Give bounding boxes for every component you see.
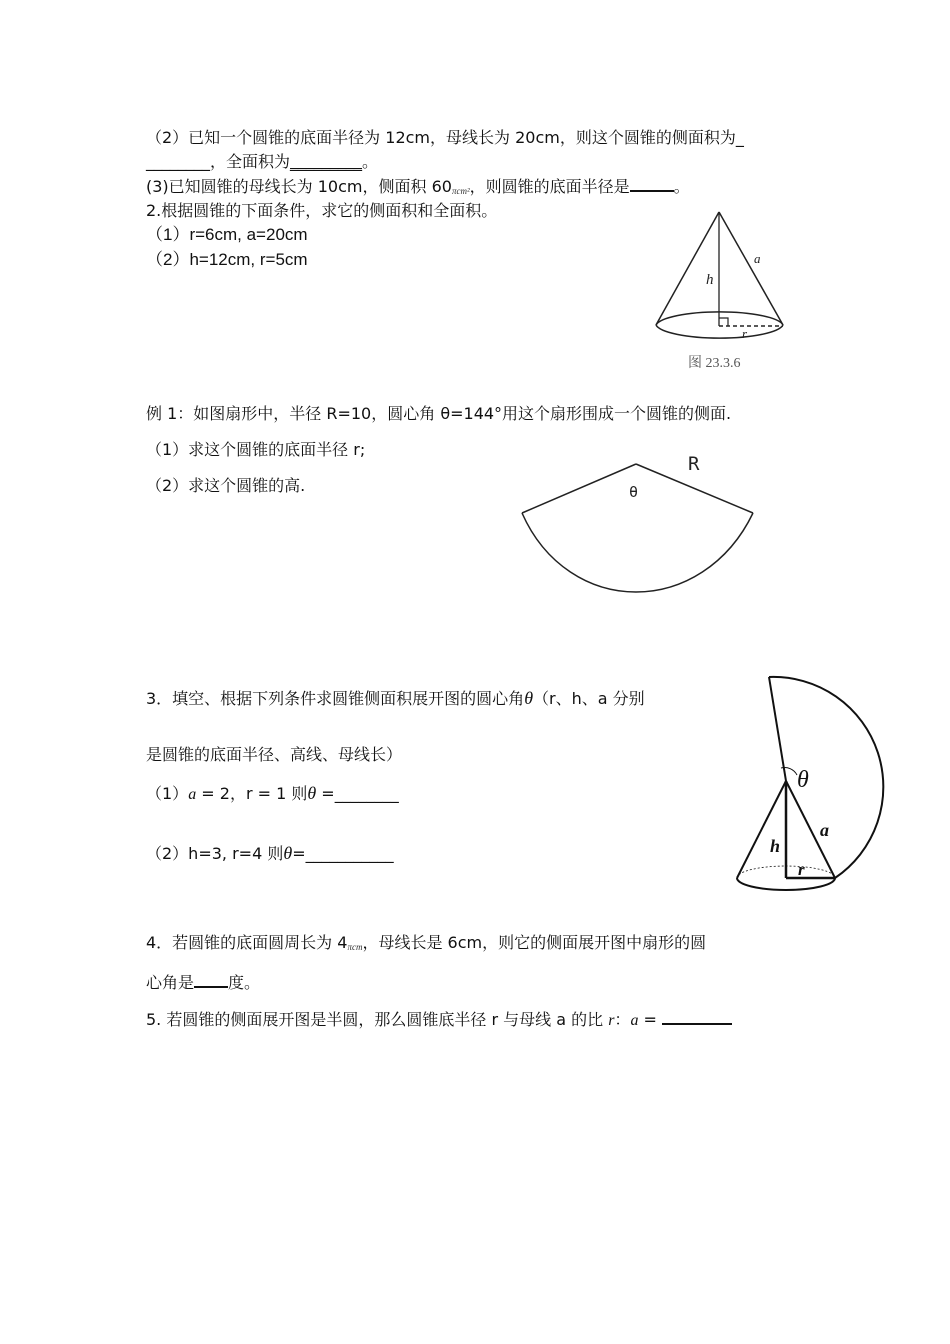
cone-left-edge (656, 212, 719, 325)
sector-right-radius (636, 464, 753, 513)
example1-title: 例 1：如图扇形中，半径 R=10，圆心角 θ=144°用这个扇形围成一个圆锥的侧面. (146, 404, 732, 423)
unit-pi-cm: πcm (347, 942, 363, 952)
net-label-a: a (820, 820, 829, 840)
sector-label-r: R (688, 453, 700, 475)
net-label-theta: θ (797, 767, 809, 793)
cone-label-a: a (754, 251, 761, 266)
cone-base-back (656, 312, 783, 325)
q3-line1: 3．填空、根据下列条件求圆锥侧面积展开图的圆心角θ（r、h、a 分别 (146, 688, 645, 708)
q3-line2: 是圆锥的底面半径、高线、母线长） (146, 745, 403, 764)
q5-line: 5. 若圆锥的侧面展开图是半圆，那么圆锥底半径 r 与母线 a 的比 r：a = (146, 1009, 732, 1031)
cone-right-edge (719, 212, 783, 325)
q3-item2: （2）h=3, r=4 则θ=___________ (146, 843, 394, 863)
cone-label-h: h (706, 272, 714, 288)
net-sector-edge (769, 677, 786, 781)
q1-part3: (3)已知圆锥的母线长为 10cm，侧面积 $60_{\pi cm^2}$，则圆锥的底面半径是 。 (146, 177, 690, 196)
net-cone-right (786, 781, 835, 878)
unit-pi-cm2: πcm² (451, 186, 470, 196)
q1-part2-line1: （2）已知一个圆锥的底面半径为 12cm，母线长为 20cm，则这个圆锥的侧面积为_ (146, 128, 744, 147)
right-angle-mark (719, 318, 728, 326)
answer-blank (630, 176, 674, 192)
theta-symbol: θ (524, 688, 534, 708)
net-angle-arc (781, 768, 797, 775)
q3-item1: （1）a = 2，r = 1 则θ =________ (146, 783, 399, 803)
theta-symbol: θ (283, 843, 293, 863)
net-label-h: h (770, 836, 781, 856)
q1-part2-line2: ________，全面积为_________。 (146, 152, 379, 171)
sector-left-radius (522, 464, 639, 513)
q2-title: 2.根据圆锥的下面条件，求它的侧面积和全面积。 (146, 201, 498, 220)
sector-label-theta: θ (629, 483, 639, 501)
net-cone-left (737, 781, 786, 878)
net-sector-arc (769, 677, 883, 878)
answer-blank: ________ (146, 152, 210, 171)
q4-line2: 心角是 度。 (146, 973, 261, 992)
net-cone-base-back (737, 866, 835, 878)
net-label-r: r (798, 860, 805, 879)
answer-blank (194, 972, 228, 988)
net-cone-base-front (737, 878, 835, 890)
example1-item2: （2）求这个圆锥的高. (146, 476, 306, 495)
figure-caption: 图 23.3.6 (688, 356, 741, 371)
q4-line1: 4．若圆锥的底面圆周长为 $4_{\pi cm}$，母线长是 6cm，则它的侧面展开图中扇形的圆 (146, 933, 707, 952)
answer-blank: _________ (290, 152, 363, 171)
sector-arc (522, 513, 753, 592)
q2-item1: （1）r=6cm, a=20cm (146, 225, 308, 244)
q2-item2: （2）h=12cm, r=5cm (146, 250, 308, 269)
example1-item1: （1）求这个圆锥的底面半径 r; (146, 440, 366, 459)
theta-symbol: θ (307, 783, 317, 803)
answer-blank (662, 1009, 732, 1025)
cone-base-front (656, 325, 783, 338)
cone-label-r: r (742, 326, 748, 341)
